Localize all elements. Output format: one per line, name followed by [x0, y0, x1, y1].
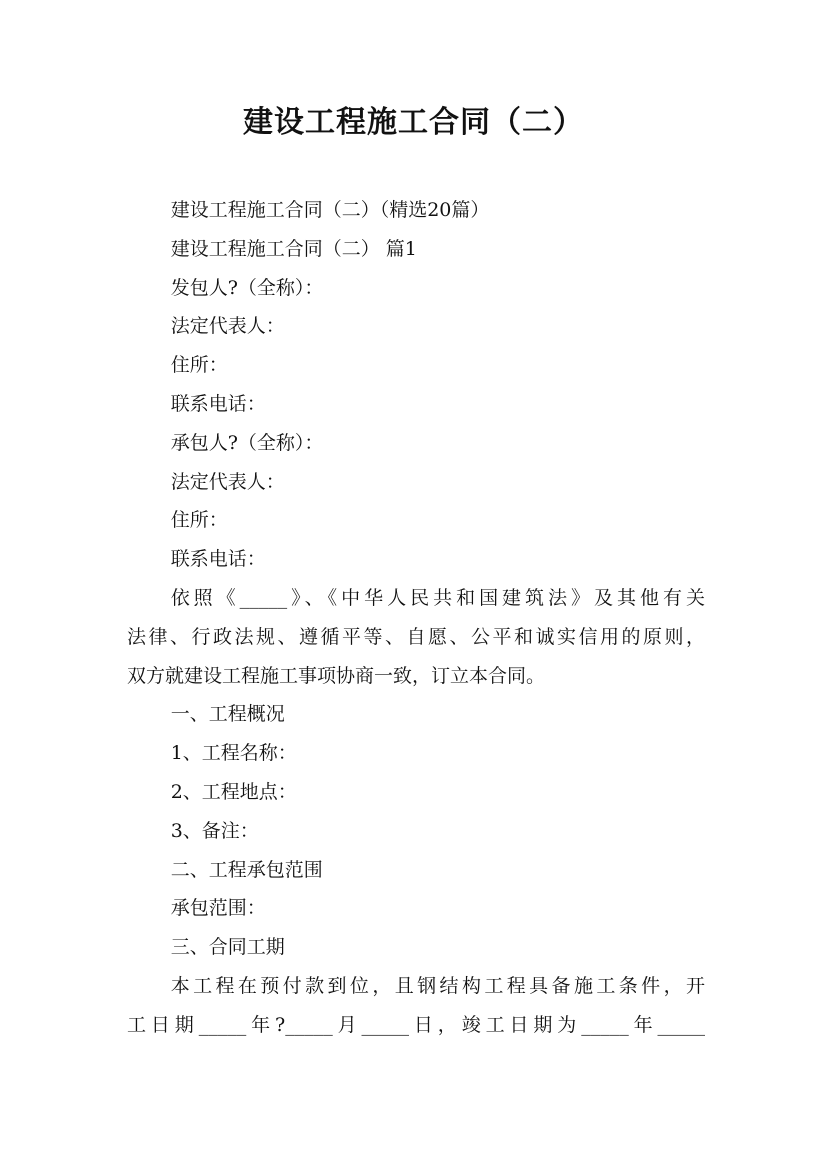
- paragraph-line: 联系电话：: [170, 548, 266, 571]
- paragraph-line: 二、工程承包范围: [170, 858, 323, 881]
- paragraph-line: 工日期_____年?_____月_____日，竣工日期为_____年_____: [127, 1013, 705, 1036]
- paragraph-line: 本工程在预付款到位，且钢结构工程具备施工条件，开: [170, 974, 705, 997]
- paragraph-line: 一、工程概况: [170, 703, 285, 726]
- paragraph-line: 法定代表人：: [170, 315, 285, 338]
- paragraph-line: 三、合同工期: [170, 936, 285, 959]
- paragraph-line: 法定代表人：: [170, 470, 285, 493]
- paragraph-line: 3、备注：: [170, 819, 259, 842]
- paragraph-line: 发包人?（全称）：: [170, 276, 324, 299]
- paragraph-line: 双方就建设工程施工事项协商一致，订立本合同。: [127, 664, 546, 687]
- paragraph-line: 住所：: [170, 354, 228, 377]
- paragraph-line: 建设工程施工合同（二） 篇1: [170, 237, 417, 260]
- paragraph-line: 承包范围：: [170, 897, 266, 920]
- document-body: [127, 191, 705, 1045]
- document-title: 建设工程施工合同（二）: [243, 105, 584, 140]
- paragraph-line: 建设工程施工合同（二）（精选20篇）: [170, 199, 490, 221]
- paragraph-line: 2、工程地点：: [170, 780, 297, 803]
- paragraph-line: 承包人?（全称）：: [170, 431, 324, 454]
- paragraph-line: 联系电话：: [170, 392, 266, 415]
- paragraph-line: 住所：: [170, 509, 228, 532]
- paragraph-line: 法律、行政法规、遵循平等、自愿、公平和诚实信用的原则，: [127, 625, 705, 648]
- paragraph-line: 依照《_____》、《中华人民共和国建筑法》及其他有关: [170, 586, 705, 609]
- paragraph-line: 1、工程名称：: [170, 742, 297, 765]
